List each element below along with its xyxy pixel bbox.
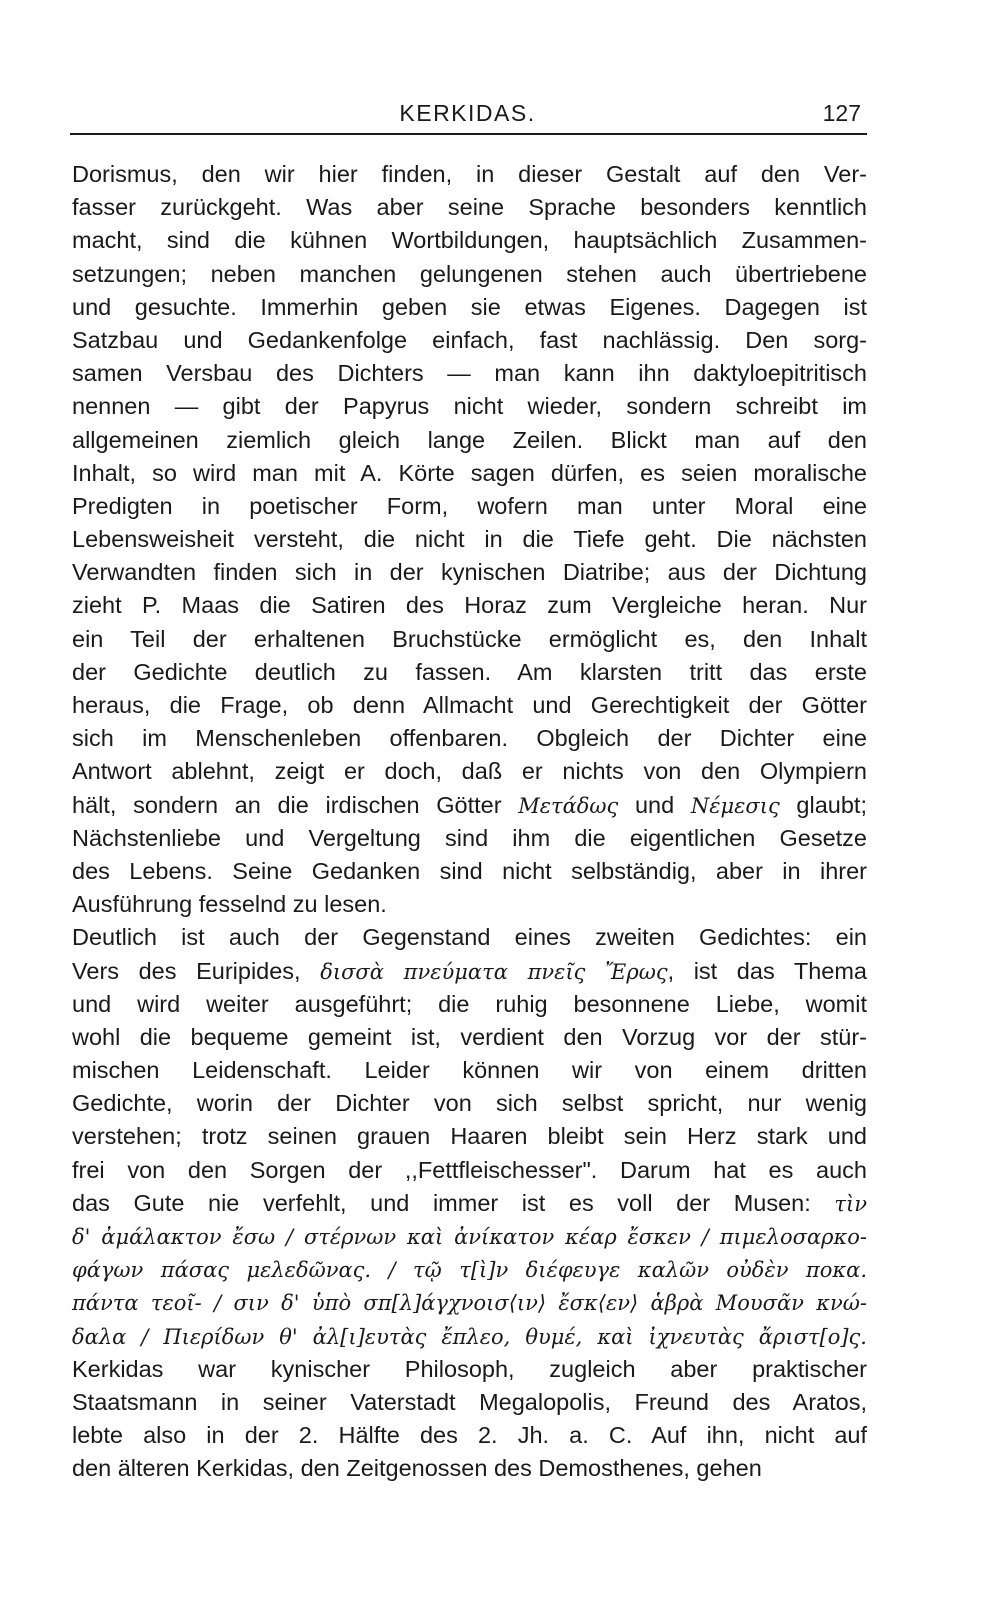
text-line: Satzbau und Gedankenfolge einfach, fast nachlässig. Den sorg- bbox=[72, 326, 867, 353]
text-line: ein Teil der erhaltenen Bruchstücke ermöglicht es, den Inhalt bbox=[72, 625, 867, 652]
greek-quote: Μετάδως bbox=[518, 793, 619, 818]
text-line: fasser zurückgeht. Was aber seine Sprache besonders kenntlich bbox=[72, 194, 867, 221]
text-line: Kerkidas war kynischer Philosoph, zugleich aber praktischer bbox=[72, 1355, 867, 1382]
text-line: und wird weiter ausgeführt; die ruhig besonnene Liebe, womit bbox=[72, 990, 867, 1017]
text-line: den älteren Kerkidas, den Zeitgenossen des Demosthenes, gehen bbox=[72, 1455, 762, 1482]
text-line: Nächstenliebe und Vergeltung sind ihm die eigentlichen Gesetze bbox=[72, 824, 867, 851]
text-line bbox=[72, 955, 867, 988]
text-line: Dorismus, den wir hier finden, in dieser Gestalt auf den Ver- bbox=[72, 161, 867, 187]
text-segment: und bbox=[618, 791, 691, 818]
text-line: wohl die bequeme gemeint ist, verdient den Vorzug vor der stür- bbox=[72, 1023, 867, 1050]
running-title: KERKIDAS. bbox=[399, 100, 536, 126]
text-line: Lebensweisheit versteht, die nicht in die Tiefe geht. Die nächsten bbox=[72, 526, 867, 553]
text-line bbox=[72, 1220, 867, 1253]
text-segment: Vers des Euripides, bbox=[72, 957, 321, 984]
text-line bbox=[72, 789, 867, 822]
text-line: der Gedichte deutlich zu fassen. Am klarsten tritt das erste bbox=[72, 658, 867, 685]
text-line: Ausführung fesselnd zu lesen. bbox=[72, 891, 387, 918]
text-line bbox=[72, 1253, 867, 1286]
text-line: verstehen; trotz seinen grauen Haaren bleibt sein Herz stark und bbox=[72, 1123, 867, 1150]
text-line: Inhalt, so wird man mit A. Körte sagen dürfen, es seien moralische bbox=[72, 459, 867, 486]
greek-quote: δισσὰ πνεύματα πνεῖς Ἔρως bbox=[320, 959, 668, 984]
text-line: zieht P. Maas die Satiren des Horaz zum Vergleiche heran. Nur bbox=[72, 592, 867, 619]
text-line: heraus, die Frage, ob denn Allmacht und Gerechtigkeit der Götter bbox=[72, 692, 867, 718]
greek-quote: δ' ἀμάλακτον ἔσω / στέρνων καὶ ἀνίκατον κέαρ ἔσκεν / πιμελοσαρκο- bbox=[72, 1225, 867, 1249]
text-line: sich im Menschenleben offenbaren. Obgleich der Dichter eine bbox=[72, 725, 867, 752]
text-line: Antwort ablehnt, zeigt er doch, daß er nichts von den Olympiern bbox=[72, 758, 867, 785]
text-line bbox=[72, 1286, 867, 1319]
text-line: frei von den Sorgen der ,,Fettfleischesser". Darum hat es auch bbox=[72, 1156, 867, 1183]
text-segment: hält, sondern an die irdischen Götter bbox=[72, 791, 519, 818]
text-segment: das Gute nie verfehlt, und immer ist es voll der Musen: bbox=[72, 1189, 835, 1216]
text-segment: , ist das Thema bbox=[667, 957, 867, 984]
text-line: nennen — gibt der Papyrus nicht wieder, sondern schreibt im bbox=[72, 393, 867, 420]
body-text bbox=[72, 158, 867, 1486]
text-line: setzungen; neben manchen gelungenen stehen auch übertriebene bbox=[72, 260, 867, 287]
greek-quote: τὶν bbox=[834, 1191, 867, 1216]
text-line: samen Versbau des Dichters — man kann ihn daktyloepitritisch bbox=[72, 360, 867, 387]
text-line bbox=[72, 1320, 867, 1353]
text-line: lebte also in der 2. Hälfte des 2. Jh. a. C. Auf ihn, nicht auf bbox=[72, 1422, 867, 1449]
text-line: Gedichte, worin der Dichter von sich selbst spricht, nur wenig bbox=[72, 1090, 867, 1117]
text-line bbox=[72, 1187, 867, 1220]
text-line: Predigten in poetischer Form, wofern man unter Moral eine bbox=[72, 492, 867, 519]
greek-quote: Νέμεσις bbox=[690, 793, 780, 818]
text-line: macht, sind die kühnen Wortbildungen, hauptsächlich Zusammen- bbox=[72, 227, 867, 254]
greek-quote: πάντα τεοῖ- / σιν δ' ὑπὸ σπ[λ]άγχνοισ⟨ιν⟩ ἔσκ⟨εν⟩ ἁβρὰ Μουσᾶν κνώ- bbox=[72, 1291, 867, 1316]
text-line: Staatsmann in seiner Vaterstadt Megalopolis, Freund des Aratos, bbox=[72, 1388, 867, 1415]
page-number: 127 bbox=[822, 100, 861, 126]
page-header bbox=[70, 100, 865, 132]
text-segment: glaubt; bbox=[779, 791, 867, 818]
text-line: des Lebens. Seine Gedanken sind nicht selbständig, aber in ihrer bbox=[72, 857, 867, 884]
text-line: mischen Leidenschaft. Leider können wir von einem dritten bbox=[72, 1057, 867, 1084]
header-rule bbox=[70, 133, 867, 135]
text-line: allgemeinen ziemlich gleich lange Zeilen. Blickt man auf den bbox=[72, 426, 867, 453]
greek-quote: δαλα / Πιερίδων θ' ἀλ[ι]ευτὰς ἔπλεο, θυμέ, καὶ ἰχνευτὰς ἄριστ[ο]ς. bbox=[72, 1324, 867, 1349]
text-line: Deutlich ist auch der Gegenstand eines zweiten Gedichtes: ein bbox=[72, 924, 867, 951]
greek-quote: φάγων πάσας μελεδῶνας. / τῷ τ[ὶ]ν διέφευγε καλῶν οὐδὲν ποκα. bbox=[72, 1258, 867, 1283]
text-line: und gesuchte. Immerhin geben sie etwas Eigenes. Dagegen ist bbox=[72, 293, 867, 320]
text-line: Verwandten finden sich in der kynischen Diatribe; aus der Dichtung bbox=[72, 559, 867, 586]
